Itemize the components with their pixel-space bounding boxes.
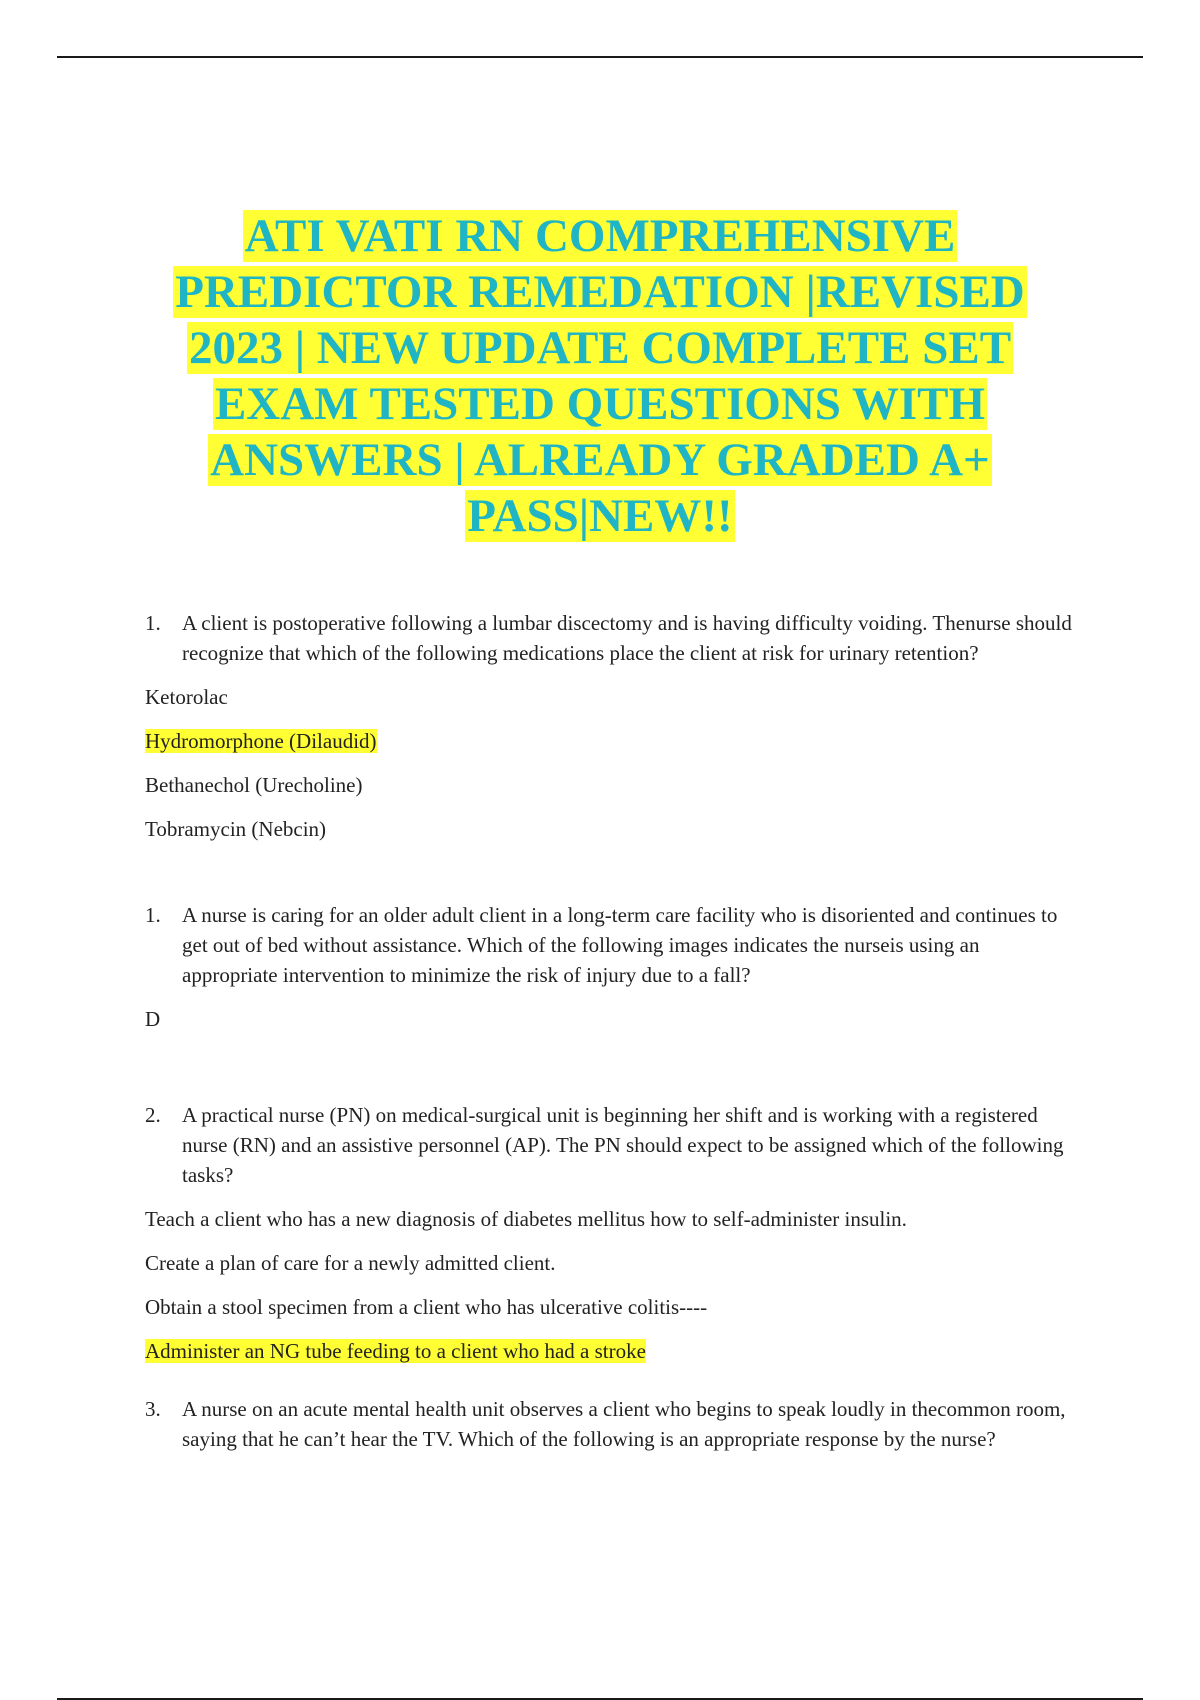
title-line: PASS|NEW!! [467,490,733,542]
question-number: 3. [145,1397,161,1421]
document-title [100,208,1100,544]
title-line: 2023 | NEW UPDATE COMPLETE SET [188,322,1012,374]
question-block [145,608,1075,844]
answer-option-correct [145,726,1075,756]
answer-option [145,1004,1075,1034]
question-text: A nurse on an acute mental health unit observes a client who begins to speak loudly in thecommon room, saying that he can’t hear the TV. Which of the following is an appropriate response by the nurse? [182,1397,1066,1451]
question [145,1394,1075,1454]
option-text: Obtain a stool specimen from a client who has ulcerative colitis---- [145,1295,708,1319]
option-text: Administer an NG tube feeding to a client who had a stroke [145,1339,646,1363]
question-number: 1. [145,611,161,635]
answer-option [145,814,1075,844]
answer-option [145,1204,1075,1234]
question-text: A nurse is caring for an older adult client in a long-term care facility who is disoriented and continues to get out of bed without assistance. Which of the following images indicates the nurseis using an appropriate intervention to minimize the risk of injury due to a fall? [182,903,1058,987]
question-number: 1. [145,903,161,927]
title-line: PREDICTOR REMEDATION |REVISED [175,266,1025,318]
title-line: ANSWERS | ALREADY GRADED A+ [210,434,990,486]
question-text: A client is postoperative following a lumbar discectomy and is having difficulty voiding. Thenurse should recognize that which of the following medications place the client at risk for urinary retention? [182,611,1072,665]
question-block [145,1100,1075,1366]
option-text: Ketorolac [145,685,228,709]
option-text: Teach a client who has a new diagnosis of diabetes mellitus how to self-administer insulin. [145,1207,907,1231]
option-text: D [145,1007,161,1031]
question-list [145,608,1075,1454]
question-text: A practical nurse (PN) on medical-surgical unit is beginning her shift and is working with a registered nurse (RN) and an assistive personnel (AP). The PN should expect to be assigned which of the following tasks? [182,1103,1064,1187]
option-text: Tobramycin (Nebcin) [145,817,327,841]
question-number: 2. [145,1103,161,1127]
question-block [145,1394,1075,1454]
answer-option [145,770,1075,800]
answer-option [145,1248,1075,1278]
title-line: ATI VATI RN COMPREHENSIVE [244,210,956,262]
answer-option-correct [145,1336,1075,1366]
option-text: Bethanechol (Urecholine) [145,773,363,797]
top-rule [57,56,1143,58]
title-line: EXAM TESTED QUESTIONS WITH [214,378,986,430]
answer-option [145,682,1075,712]
question [145,608,1075,668]
question [145,900,1075,990]
answer-option [145,1292,1075,1322]
question-block [145,900,1075,1034]
option-text: Create a plan of care for a newly admitted client. [145,1251,556,1275]
option-text: Hydromorphone (Dilaudid) [145,729,377,753]
question [145,1100,1075,1190]
